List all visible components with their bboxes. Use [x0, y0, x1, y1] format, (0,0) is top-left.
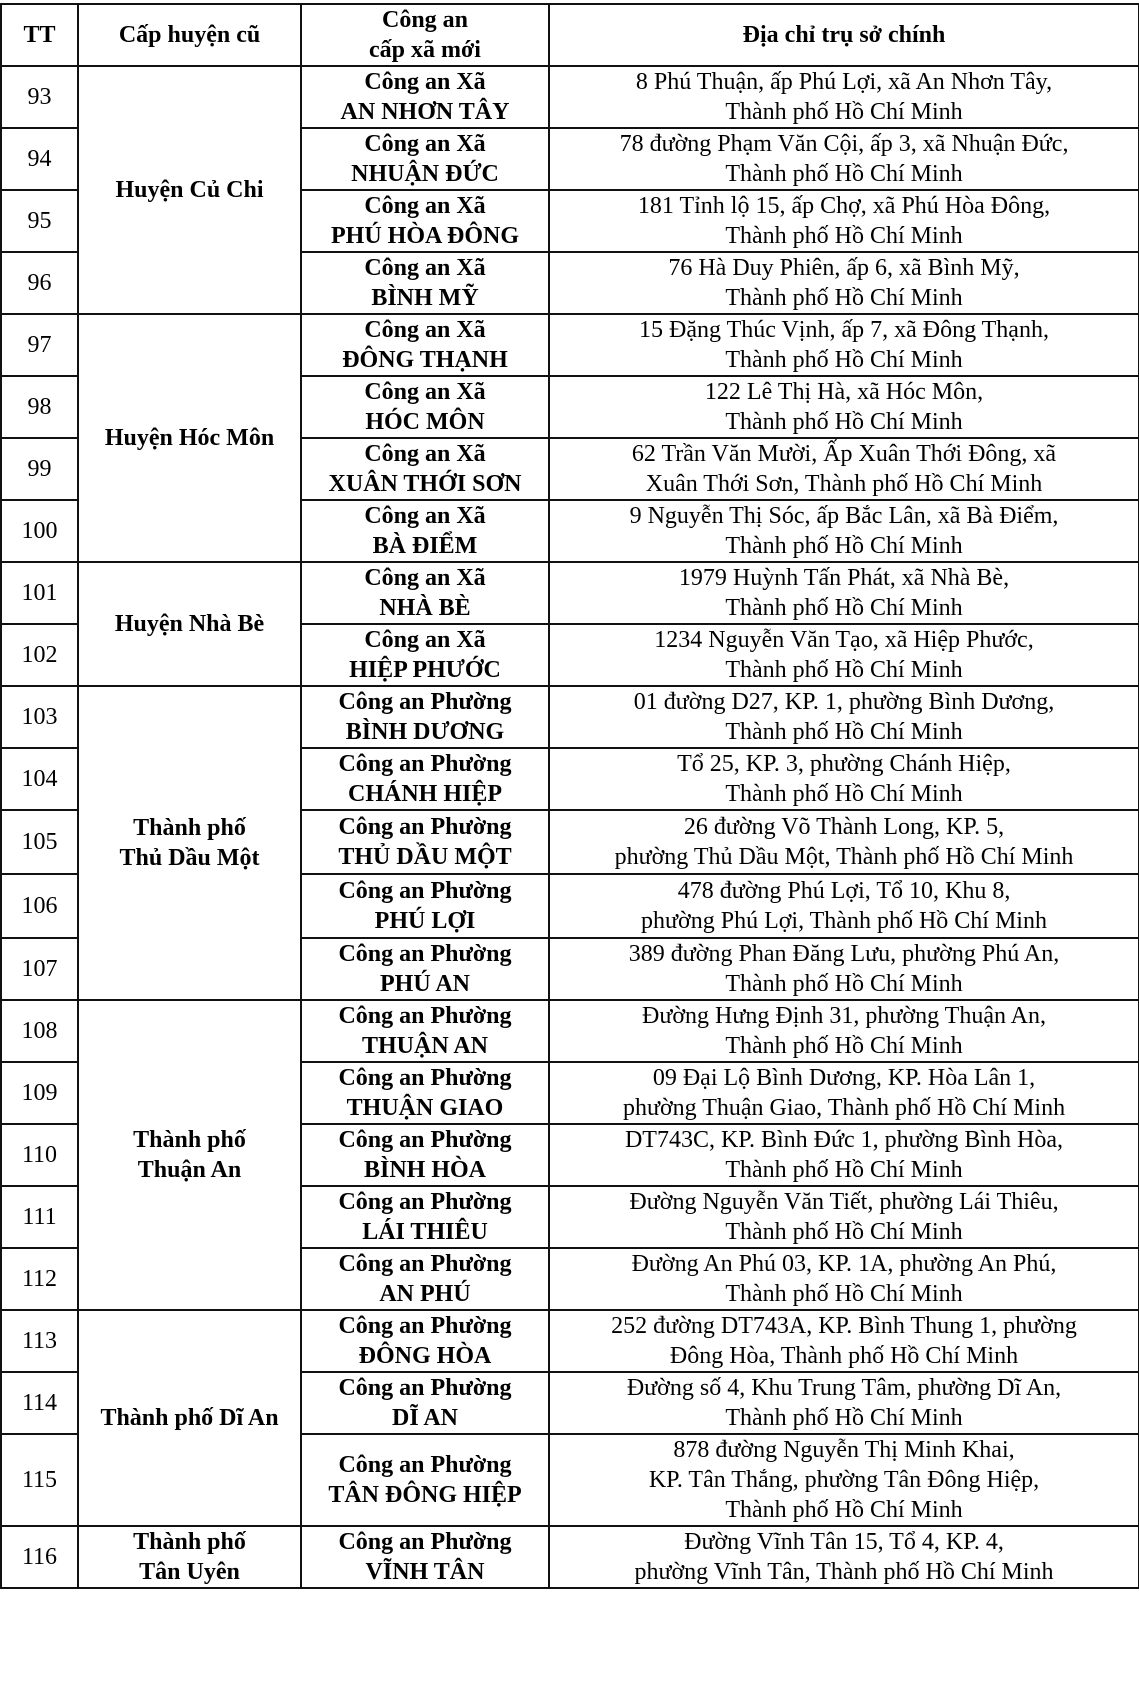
- address-line: Thành phố Hồ Chí Minh: [725, 223, 963, 249]
- police-unit-type: Công an Xã: [364, 255, 486, 281]
- address-line: 09 Đại Lộ Bình Dương, KP. Hòa Lân 1,: [652, 1065, 1036, 1091]
- address-line: Thành phố Hồ Chí Minh: [725, 1157, 963, 1183]
- old-district-name-line1: Thành phố: [133, 1127, 246, 1153]
- row-number: 105: [1, 810, 78, 874]
- row-number: 96: [1, 252, 78, 314]
- police-unit-type: Công an Xã: [364, 627, 486, 653]
- address-line: 1234 Nguyễn Văn Tạo, xã Hiệp Phước,: [654, 627, 1034, 653]
- commune-name: BÌNH MỸ: [371, 285, 479, 311]
- table-row: [1, 1000, 1139, 1062]
- row-number: 112: [1, 1248, 78, 1310]
- address-line: Đông Hòa, Thành phố Hồ Chí Minh: [669, 1343, 1019, 1369]
- address-line: 76 Hà Duy Phiên, ấp 6, xã Bình Mỹ,: [668, 255, 1020, 281]
- police-unit-type: Công an Xã: [364, 69, 486, 95]
- new-commune-police-cell: [301, 438, 549, 500]
- commune-name: BÀ ĐIỂM: [372, 533, 478, 559]
- old-district-cell: [78, 1310, 301, 1526]
- header-old-district: Cấp huyện cũ: [78, 4, 301, 66]
- address-cell: [549, 1372, 1139, 1434]
- address-cell: [549, 1310, 1139, 1372]
- old-district-name-line1: Huyện Củ Chi: [115, 177, 264, 203]
- row-number: 114: [1, 1372, 78, 1434]
- police-station-address-table: [0, 3, 1139, 1589]
- row-number: 97: [1, 314, 78, 376]
- address-cell: [549, 252, 1139, 314]
- address-line: KP. Tân Thắng, phường Tân Đông Hiệp,: [648, 1467, 1040, 1493]
- commune-name: PHÚ LỢI: [374, 908, 476, 934]
- address-line: Đường Vĩnh Tân 15, Tổ 4, KP. 4,: [684, 1529, 1004, 1555]
- header-commune-line1: Công an: [381, 7, 469, 33]
- header-new-commune-police: [301, 4, 549, 66]
- address-cell: [549, 1186, 1139, 1248]
- new-commune-police-cell: [301, 252, 549, 314]
- new-commune-police-cell: [301, 686, 549, 748]
- table-row: [1, 66, 1139, 128]
- address-line: 62 Trần Văn Mười, Ấp Xuân Thới Đông, xã: [631, 441, 1057, 467]
- old-district-cell: [78, 1000, 301, 1310]
- address-line: Thành phố Hồ Chí Minh: [725, 657, 963, 683]
- new-commune-police-cell: [301, 66, 549, 128]
- address-cell: [549, 376, 1139, 438]
- new-commune-police-cell: [301, 1062, 549, 1124]
- address-line: 181 Tỉnh lộ 15, ấp Chợ, xã Phú Hòa Đông,: [637, 193, 1051, 219]
- new-commune-police-cell: [301, 938, 549, 1000]
- row-number: 95: [1, 190, 78, 252]
- row-number: 99: [1, 438, 78, 500]
- address-line: 878 đường Nguyễn Thị Minh Khai,: [673, 1437, 1015, 1463]
- commune-name: ĐÔNG HÒA: [358, 1343, 492, 1369]
- address-line: 15 Đặng Thúc Vịnh, ấp 7, xã Đông Thạnh,: [639, 317, 1049, 343]
- old-district-name-line1: Huyện Hóc Môn: [104, 425, 275, 451]
- address-line: 1979 Huỳnh Tấn Phát, xã Nhà Bè,: [678, 565, 1010, 591]
- police-unit-type: Công an Phường: [338, 1251, 512, 1277]
- row-number: 109: [1, 1062, 78, 1124]
- police-unit-type: Công an Phường: [338, 941, 512, 967]
- commune-name: DĨ AN: [391, 1405, 458, 1431]
- address-line: phường Thủ Dầu Một, Thành phố Hồ Chí Minh: [614, 844, 1074, 870]
- new-commune-police-cell: [301, 1310, 549, 1372]
- police-unit-type: Công an Phường: [338, 878, 512, 904]
- police-unit-type: Công an Xã: [364, 379, 486, 405]
- address-line: Đường An Phú 03, KP. 1A, phường An Phú,: [631, 1251, 1057, 1277]
- row-number: 98: [1, 376, 78, 438]
- old-district-name-line1: Thành phố: [133, 1529, 246, 1555]
- address-line: Thành phố Hồ Chí Minh: [725, 1497, 963, 1523]
- old-district-name-line2: Thủ Dầu Một: [119, 845, 260, 871]
- new-commune-police-cell: [301, 190, 549, 252]
- address-line: Xuân Thới Sơn, Thành phố Hồ Chí Minh: [645, 471, 1043, 497]
- address-cell: [549, 562, 1139, 624]
- old-district-cell: [78, 562, 301, 686]
- police-unit-type: Công an Xã: [364, 131, 486, 157]
- address-line: phường Thuận Giao, Thành phố Hồ Chí Minh: [622, 1095, 1066, 1121]
- commune-name: LÁI THIÊU: [362, 1219, 488, 1245]
- address-cell: [549, 1526, 1139, 1588]
- row-number: 116: [1, 1526, 78, 1588]
- old-district-cell: [78, 1526, 301, 1588]
- address-cell: [549, 938, 1139, 1000]
- table-row: [1, 1526, 1139, 1588]
- address-cell: [549, 686, 1139, 748]
- commune-name: HÓC MÔN: [365, 409, 485, 435]
- address-cell: [549, 1124, 1139, 1186]
- new-commune-police-cell: [301, 748, 549, 810]
- police-unit-type: Công an Phường: [338, 1003, 512, 1029]
- address-line: Thành phố Hồ Chí Minh: [725, 1281, 963, 1307]
- address-line: Thành phố Hồ Chí Minh: [725, 1405, 963, 1431]
- address-line: 78 đường Phạm Văn Cội, ấp 3, xã Nhuận Đức,: [619, 131, 1069, 157]
- address-line: Thành phố Hồ Chí Minh: [725, 781, 963, 807]
- address-line: Thành phố Hồ Chí Minh: [725, 161, 963, 187]
- row-number: 108: [1, 1000, 78, 1062]
- address-line: 26 đường Võ Thành Long, KP. 5,: [683, 814, 1005, 840]
- address-line: Đường Nguyễn Văn Tiết, phường Lái Thiêu,: [629, 1189, 1059, 1215]
- address-cell: [549, 874, 1139, 938]
- new-commune-police-cell: [301, 500, 549, 562]
- row-number: 110: [1, 1124, 78, 1186]
- new-commune-police-cell: [301, 1526, 549, 1588]
- row-number: 104: [1, 748, 78, 810]
- commune-name: AN NHƠN TÂY: [340, 99, 510, 125]
- row-number: 93: [1, 66, 78, 128]
- commune-name: BÌNH HÒA: [363, 1157, 486, 1183]
- commune-name: ĐÔNG THẠNH: [342, 347, 508, 373]
- address-cell: [549, 624, 1139, 686]
- address-line: Thành phố Hồ Chí Minh: [725, 719, 963, 745]
- new-commune-police-cell: [301, 1248, 549, 1310]
- address-cell: [549, 810, 1139, 874]
- old-district-cell: [78, 314, 301, 562]
- row-number: 111: [1, 1186, 78, 1248]
- address-line: Thành phố Hồ Chí Minh: [725, 99, 963, 125]
- address-line: Thành phố Hồ Chí Minh: [725, 347, 963, 373]
- row-number: 106: [1, 874, 78, 938]
- address-line: 8 Phú Thuận, ấp Phú Lợi, xã An Nhơn Tây,: [635, 69, 1053, 95]
- address-line: phường Phú Lợi, Thành phố Hồ Chí Minh: [641, 908, 1047, 934]
- row-number: 103: [1, 686, 78, 748]
- address-cell: [549, 438, 1139, 500]
- address-line: Thành phố Hồ Chí Minh: [725, 533, 963, 559]
- address-line: Đường Hưng Định 31, phường Thuận An,: [642, 1003, 1046, 1029]
- police-unit-type: Công an Phường: [338, 814, 512, 840]
- commune-name: THUẬN GIAO: [346, 1095, 504, 1121]
- police-unit-type: Công an Phường: [338, 751, 512, 777]
- header-commune-line2: cấp xã mới: [369, 37, 481, 63]
- commune-name: THUẬN AN: [361, 1033, 488, 1059]
- row-number: 94: [1, 128, 78, 190]
- police-unit-type: Công an Phường: [338, 1529, 512, 1555]
- address-cell: [549, 190, 1139, 252]
- old-district-name-line2: Thuận An: [137, 1157, 242, 1183]
- commune-name: NHUẬN ĐỨC: [351, 161, 499, 187]
- new-commune-police-cell: [301, 314, 549, 376]
- address-cell: [549, 500, 1139, 562]
- row-number: 102: [1, 624, 78, 686]
- commune-name: VĨNH TÂN: [365, 1559, 485, 1585]
- police-unit-type: Công an Phường: [338, 1065, 512, 1091]
- new-commune-police-cell: [301, 624, 549, 686]
- address-line: Thành phố Hồ Chí Minh: [725, 595, 963, 621]
- old-district-cell: [78, 66, 301, 314]
- address-line: DT743C, KP. Bình Đức 1, phường Bình Hòa,: [624, 1127, 1064, 1153]
- police-unit-type: Công an Phường: [338, 689, 512, 715]
- new-commune-police-cell: [301, 1372, 549, 1434]
- new-commune-police-cell: [301, 874, 549, 938]
- commune-name: TÂN ĐÔNG HIỆP: [328, 1482, 522, 1508]
- address-line: 478 đường Phú Lợi, Tổ 10, Khu 8,: [677, 878, 1011, 904]
- commune-name: CHÁNH HIỆP: [347, 781, 502, 807]
- old-district-name-line2: Tân Uyên: [139, 1559, 240, 1585]
- row-number: 107: [1, 938, 78, 1000]
- table-row: [1, 562, 1139, 624]
- police-unit-type: Công an Xã: [364, 441, 486, 467]
- table-row: [1, 314, 1139, 376]
- police-unit-type: Công an Phường: [338, 1189, 512, 1215]
- address-cell: [549, 1000, 1139, 1062]
- table-row: [1, 686, 1139, 748]
- row-number: 100: [1, 500, 78, 562]
- table-header-row: [1, 4, 1139, 66]
- new-commune-police-cell: [301, 1000, 549, 1062]
- address-line: Thành phố Hồ Chí Minh: [725, 1219, 963, 1245]
- new-commune-police-cell: [301, 1434, 549, 1526]
- header-tt: TT: [1, 4, 78, 66]
- address-line: 122 Lê Thị Hà, xã Hóc Môn,: [704, 379, 984, 405]
- old-district-name-line1: Thành phố: [133, 815, 246, 841]
- police-unit-type: Công an Xã: [364, 565, 486, 591]
- old-district-name-line1: Huyện Nhà Bè: [114, 611, 265, 637]
- address-line: 9 Nguyễn Thị Sóc, ấp Bắc Lân, xã Bà Điểm,: [629, 503, 1059, 529]
- new-commune-police-cell: [301, 1124, 549, 1186]
- new-commune-police-cell: [301, 1186, 549, 1248]
- address-cell: [549, 128, 1139, 190]
- new-commune-police-cell: [301, 376, 549, 438]
- new-commune-police-cell: [301, 562, 549, 624]
- address-cell: [549, 314, 1139, 376]
- row-number: 115: [1, 1434, 78, 1526]
- commune-name: BÌNH DƯƠNG: [345, 719, 505, 745]
- address-line: Thành phố Hồ Chí Minh: [725, 971, 963, 997]
- commune-name: HIỆP PHƯỚC: [349, 657, 501, 683]
- commune-name: NHÀ BÈ: [379, 595, 471, 621]
- address-cell: [549, 1062, 1139, 1124]
- address-line: Tổ 25, KP. 3, phường Chánh Hiệp,: [677, 751, 1011, 777]
- commune-name: PHÚ HÒA ĐÔNG: [330, 223, 519, 249]
- address-line: 01 đường D27, KP. 1, phường Bình Dương,: [633, 689, 1055, 715]
- police-unit-type: Công an Phường: [338, 1375, 512, 1401]
- police-unit-type: Công an Phường: [338, 1313, 512, 1339]
- address-cell: [549, 66, 1139, 128]
- address-cell: [549, 1434, 1139, 1526]
- address-line: 389 đường Phan Đăng Lưu, phường Phú An,: [628, 941, 1060, 967]
- row-number: 113: [1, 1310, 78, 1372]
- police-unit-type: Công an Phường: [338, 1127, 512, 1153]
- row-number: 101: [1, 562, 78, 624]
- address-line: Đường số 4, Khu Trung Tâm, phường Dĩ An,: [626, 1375, 1062, 1401]
- address-line: 252 đường DT743A, KP. Bình Thung 1, phường: [611, 1313, 1077, 1339]
- commune-name: AN PHÚ: [379, 1281, 471, 1307]
- old-district-name-line1: Thành phố Dĩ An: [100, 1405, 279, 1431]
- address-line: Thành phố Hồ Chí Minh: [725, 285, 963, 311]
- police-unit-type: Công an Xã: [364, 503, 486, 529]
- commune-name: XUÂN THỚI SƠN: [328, 471, 522, 497]
- commune-name: THỦ DẦU MỘT: [338, 844, 512, 870]
- new-commune-police-cell: [301, 128, 549, 190]
- address-line: phường Vĩnh Tân, Thành phố Hồ Chí Minh: [634, 1559, 1054, 1585]
- address-cell: [549, 1248, 1139, 1310]
- police-unit-type: Công an Phường: [338, 1452, 512, 1478]
- police-unit-type: Công an Xã: [364, 317, 486, 343]
- header-main-office-address: Địa chỉ trụ sở chính: [549, 4, 1139, 66]
- commune-name: PHÚ AN: [380, 971, 470, 997]
- address-line: Thành phố Hồ Chí Minh: [725, 1033, 963, 1059]
- old-district-cell: [78, 686, 301, 1000]
- new-commune-police-cell: [301, 810, 549, 874]
- table-row: [1, 1310, 1139, 1372]
- address-line: Thành phố Hồ Chí Minh: [725, 409, 963, 435]
- address-cell: [549, 748, 1139, 810]
- police-unit-type: Công an Xã: [364, 193, 486, 219]
